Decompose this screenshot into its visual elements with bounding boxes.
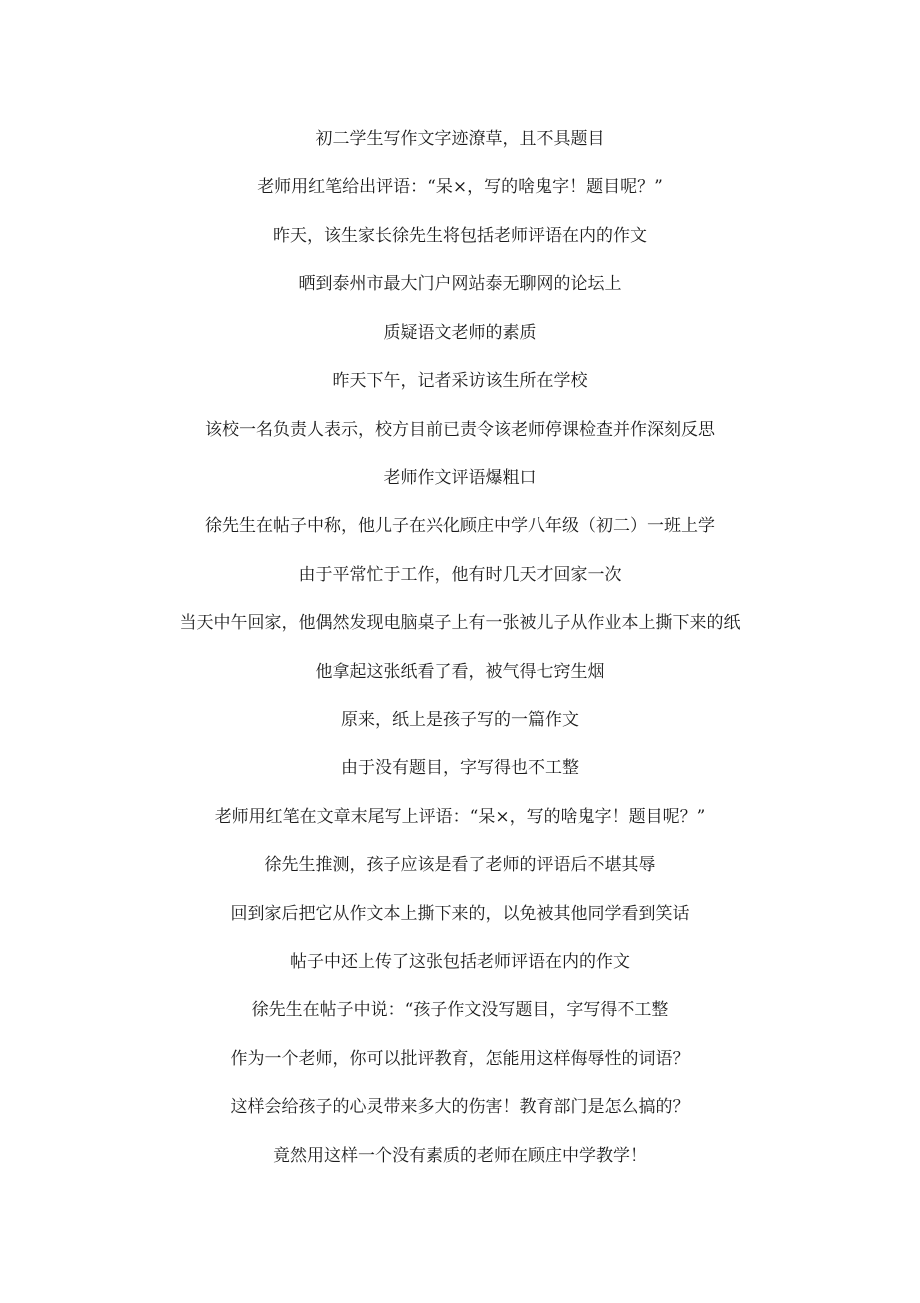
- text-line: 老师作文评语爆粗口: [383, 468, 537, 488]
- text-line: 初二学生写作文字迹潦草，且不具题目: [315, 129, 605, 149]
- text-line: 回到家后把它从作文本上撕下来的，以免被其他同学看到笑话: [230, 904, 690, 924]
- text-line: 老师用红笔给出评语：“呆×，写的啥鬼字！题目呢？”: [257, 177, 663, 197]
- text-line: 由于没有题目，字写得也不工整: [341, 758, 579, 778]
- text-line: 徐先生在帖子中说：“孩子作文没写题目，字写得不工整: [251, 1000, 669, 1020]
- text-line: 昨天下午，记者采访该生所在学校: [332, 371, 588, 391]
- text-line: 竟然用这样一个没有素质的老师在顾庄中学教学！: [273, 1146, 647, 1166]
- text-line: 由于平常忙于工作，他有时几天才回家一次: [298, 565, 622, 585]
- text-line: 作为一个老师，你可以批评教育，怎能用这样侮辱性的词语？: [230, 1049, 690, 1069]
- text-line: 昨天，该生家长徐先生将包括老师评语在内的作文: [273, 226, 647, 246]
- text-line: 质疑语文老师的素质: [383, 323, 537, 343]
- text-line: 该校一名负责人表示，校方目前已责令该老师停课检查并作深刻反思: [205, 420, 715, 440]
- text-line: 帖子中还上传了这张包括老师评语在内的作文: [290, 952, 630, 972]
- text-line: 这样会给孩子的心灵带来多大的伤害！教育部门是怎么搞的？: [230, 1097, 690, 1117]
- text-line: 他拿起这张纸看了看，被气得七窍生烟: [315, 662, 605, 682]
- text-line: 当天中午回家，他偶然发现电脑桌子上有一张被儿子从作业本上撕下来的纸: [179, 613, 741, 633]
- text-line: 徐先生推测，孩子应该是看了老师的评语后不堪其辱: [264, 855, 656, 875]
- text-line: 老师用红笔在文章末尾写上评语：“呆×，写的啥鬼字！题目呢？”: [214, 807, 706, 827]
- text-line: 徐先生在帖子中称，他儿子在兴化顾庄中学八年级（初二）一班上学: [205, 516, 715, 536]
- text-line: 原来，纸上是孩子写的一篇作文: [341, 710, 579, 730]
- text-line: 晒到泰州市最大门户网站泰无聊网的论坛上: [298, 274, 622, 294]
